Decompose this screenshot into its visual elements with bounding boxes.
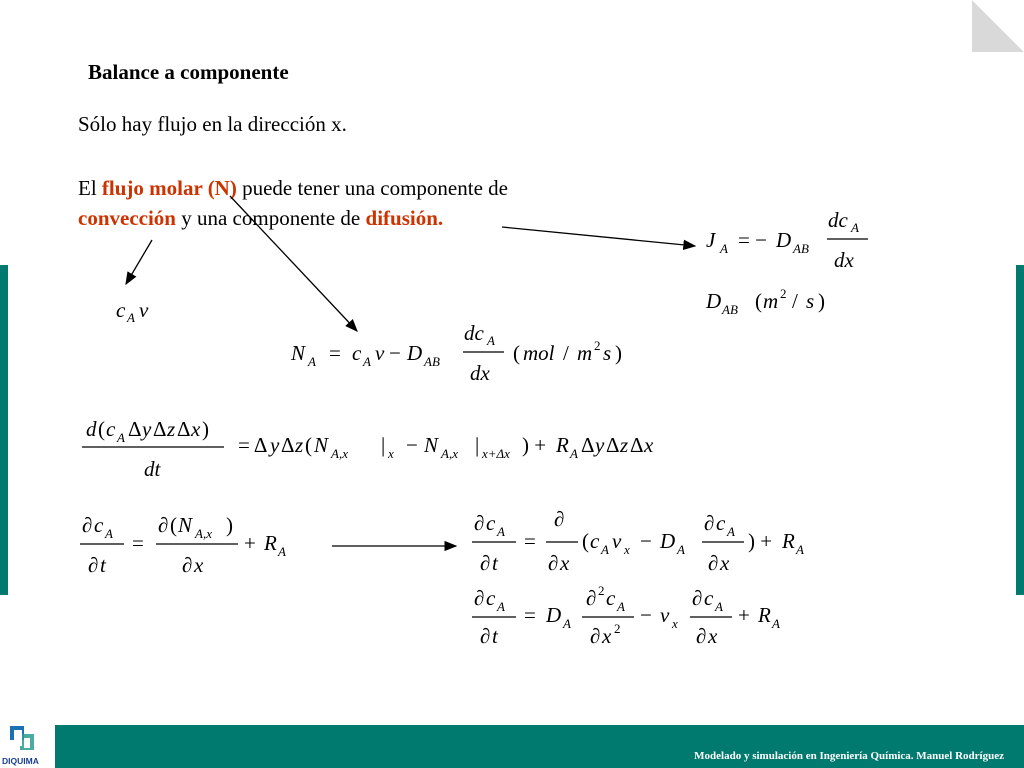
svg-text:s: s (806, 289, 815, 313)
svg-text:∂: ∂ (474, 586, 485, 610)
text-segment: El (78, 176, 102, 200)
svg-text:dx: dx (470, 361, 490, 385)
svg-text:−: − (389, 341, 401, 365)
svg-text:y: y (270, 433, 280, 457)
svg-text:2: 2 (594, 338, 601, 353)
highlight-molar-flux: flujo molar (N) (101, 176, 237, 200)
svg-text:c: c (606, 586, 616, 610)
equation-diffusivity-units (700, 283, 860, 323)
svg-text:−: − (640, 603, 652, 627)
svg-text:A: A (308, 354, 316, 369)
svg-text:v: v (660, 603, 670, 627)
svg-text:Δ: Δ (177, 417, 191, 441)
svg-text:A: A (363, 354, 371, 369)
footer-bar (55, 725, 1024, 768)
diquima-logo (0, 722, 55, 768)
svg-text:∂: ∂ (548, 551, 559, 575)
svg-text:x: x (672, 616, 678, 631)
svg-text:∂: ∂ (480, 551, 491, 575)
svg-text:∂: ∂ (704, 511, 715, 535)
svg-text:m: m (577, 341, 593, 365)
svg-text:dc: dc (464, 321, 484, 345)
svg-text:t: t (100, 553, 106, 577)
svg-text:|: | (381, 433, 386, 457)
svg-text:): ) (615, 341, 622, 365)
svg-text:∂: ∂ (590, 624, 601, 648)
svg-text:+: + (244, 531, 256, 555)
svg-text:N: N (424, 433, 439, 457)
svg-text:A: A (617, 599, 625, 614)
highlight-convection: convección (78, 206, 176, 230)
svg-text:s: s (603, 341, 612, 365)
svg-text:): ) (226, 513, 233, 537)
svg-text:AB: AB (793, 241, 809, 256)
text-segment: y una componente de (175, 206, 366, 230)
svg-text:m: m (763, 289, 779, 313)
svg-text:dx: dx (834, 248, 854, 272)
svg-text:A: A (720, 241, 728, 256)
svg-text:dt: dt (144, 457, 161, 481)
svg-text:/: / (792, 289, 798, 313)
text-segment: puede tener una componente de (236, 176, 508, 200)
svg-text:R: R (758, 603, 771, 627)
svg-text:N: N (314, 433, 329, 457)
svg-text:A,x: A,x (441, 446, 458, 461)
svg-text:): ) (818, 289, 825, 313)
svg-text:∂: ∂ (586, 586, 597, 610)
svg-text:Δ: Δ (606, 433, 620, 457)
svg-text:∂: ∂ (708, 551, 719, 575)
svg-text:A: A (677, 542, 685, 557)
svg-text:A: A (851, 220, 859, 235)
svg-text:v: v (375, 341, 385, 365)
svg-text:A: A (105, 526, 113, 541)
svg-text:c: c (704, 586, 714, 610)
svg-text:A,x: A,x (195, 526, 212, 541)
svg-text:D: D (546, 603, 562, 627)
svg-text:N: N (291, 341, 306, 365)
svg-text:Δ: Δ (630, 433, 644, 457)
equation-molar-flux (285, 318, 655, 390)
svg-text:Δ: Δ (281, 433, 295, 457)
arrow-to-convection-term (126, 240, 152, 284)
svg-text:c: c (486, 511, 496, 535)
svg-text:x: x (602, 624, 612, 648)
svg-text:N: N (178, 513, 193, 537)
equation-balance-partial (78, 500, 318, 590)
svg-text:2: 2 (598, 583, 605, 598)
svg-text:d: d (86, 417, 97, 441)
svg-text:=: = (524, 603, 536, 627)
svg-text:AB: AB (722, 302, 738, 317)
svg-text:A: A (117, 430, 125, 445)
svg-text:) +: ) + (522, 433, 547, 457)
svg-text:x+Δx: x+Δx (482, 446, 510, 461)
svg-text:−: − (640, 529, 652, 553)
svg-text:(: ( (755, 289, 762, 313)
svg-text:∂: ∂ (692, 586, 703, 610)
svg-text:J: J (706, 228, 716, 252)
svg-text:A: A (563, 616, 571, 631)
svg-text:AB: AB (424, 354, 440, 369)
svg-text:x: x (624, 542, 630, 557)
svg-text:c: c (106, 417, 116, 441)
svg-text:=: = (132, 531, 144, 555)
svg-text:c: c (116, 298, 126, 322)
svg-text:Δ: Δ (581, 433, 595, 457)
svg-text:A: A (727, 524, 735, 539)
svg-text:A: A (715, 599, 723, 614)
svg-text:z: z (167, 417, 176, 441)
svg-text:−: − (406, 433, 418, 457)
svg-text:y: y (595, 433, 605, 457)
svg-text:z: z (295, 433, 304, 457)
logo-label: DIQUIMA (2, 756, 39, 766)
slide-title: Balance a componente (88, 60, 289, 84)
svg-text:t: t (492, 551, 498, 575)
svg-text:∂: ∂ (554, 507, 565, 531)
svg-text:= −: = − (738, 228, 767, 252)
svg-text:2: 2 (780, 286, 787, 301)
svg-text:∂: ∂ (480, 624, 491, 648)
svg-text:(: ( (98, 417, 105, 441)
svg-text:A: A (487, 333, 495, 348)
svg-text:|: | (475, 433, 480, 457)
svg-text:∂: ∂ (474, 511, 485, 535)
svg-text:A: A (601, 542, 609, 557)
svg-text:+: + (738, 603, 750, 627)
svg-text:R: R (264, 531, 277, 555)
svg-text:(: ( (513, 341, 520, 365)
svg-text:=: = (329, 341, 341, 365)
svg-text:x: x (720, 551, 730, 575)
text-line-flow: Sólo hay flujo en la dirección x. (78, 112, 347, 136)
arrow-to-diffusion-eq (502, 227, 695, 246)
svg-text:x: x (388, 446, 394, 461)
svg-text:A: A (796, 542, 804, 557)
svg-text:(: ( (170, 513, 177, 537)
svg-text:A,x: A,x (331, 446, 348, 461)
svg-text:x: x (644, 433, 654, 457)
svg-text:dc: dc (828, 208, 848, 232)
svg-text:): ) (202, 417, 209, 441)
svg-text:A: A (497, 524, 505, 539)
equation-convection-term (110, 290, 170, 330)
svg-text:∂: ∂ (88, 553, 99, 577)
svg-text:c: c (94, 513, 104, 537)
svg-text:v: v (139, 298, 149, 322)
svg-text:z: z (620, 433, 629, 457)
svg-text:R: R (782, 529, 795, 553)
svg-text:Δ: Δ (128, 417, 142, 441)
svg-text:∂: ∂ (696, 624, 707, 648)
svg-text:mol: mol (523, 341, 555, 365)
arrow-to-molar-flux-eq (230, 196, 357, 331)
svg-text:A: A (497, 599, 505, 614)
equation-convection-diffusion (470, 575, 830, 655)
svg-text:y: y (142, 417, 152, 441)
svg-text:D: D (776, 228, 792, 252)
svg-text:D: D (660, 529, 676, 553)
svg-text:c: c (486, 586, 496, 610)
svg-text:c: c (590, 529, 600, 553)
svg-text:=: = (524, 529, 536, 553)
svg-text:Δ: Δ (153, 417, 167, 441)
svg-text:x: x (194, 553, 204, 577)
svg-text:∂: ∂ (182, 553, 193, 577)
svg-text:) +: ) + (748, 529, 773, 553)
svg-text:A: A (772, 616, 780, 631)
svg-text:D: D (407, 341, 423, 365)
svg-text:x: x (560, 551, 570, 575)
svg-text:∂: ∂ (158, 513, 169, 537)
svg-text:c: c (352, 341, 362, 365)
svg-text:A: A (278, 544, 286, 559)
equation-fick-law (700, 205, 900, 285)
highlight-diffusion: difusión. (365, 206, 444, 230)
svg-text:x: x (191, 417, 201, 441)
svg-text:/: / (563, 341, 569, 365)
svg-text:c: c (716, 511, 726, 535)
logo-mark-icon (0, 722, 55, 756)
equation-balance-differential (78, 410, 698, 490)
svg-text:R: R (556, 433, 569, 457)
svg-text:D: D (706, 289, 722, 313)
svg-text:A: A (127, 310, 135, 325)
svg-text:A: A (570, 446, 578, 461)
svg-text:(: ( (305, 433, 312, 457)
svg-text:2: 2 (614, 621, 621, 636)
svg-text:∂: ∂ (82, 513, 93, 537)
svg-text:x: x (708, 624, 718, 648)
svg-text:t: t (492, 624, 498, 648)
svg-text:v: v (612, 529, 622, 553)
svg-text:(: ( (582, 529, 589, 553)
footer-credit: Modelado y simulación en Ingeniería Química. Manuel Rodríguez (694, 750, 1004, 762)
svg-text:= Δ: = Δ (238, 433, 268, 457)
